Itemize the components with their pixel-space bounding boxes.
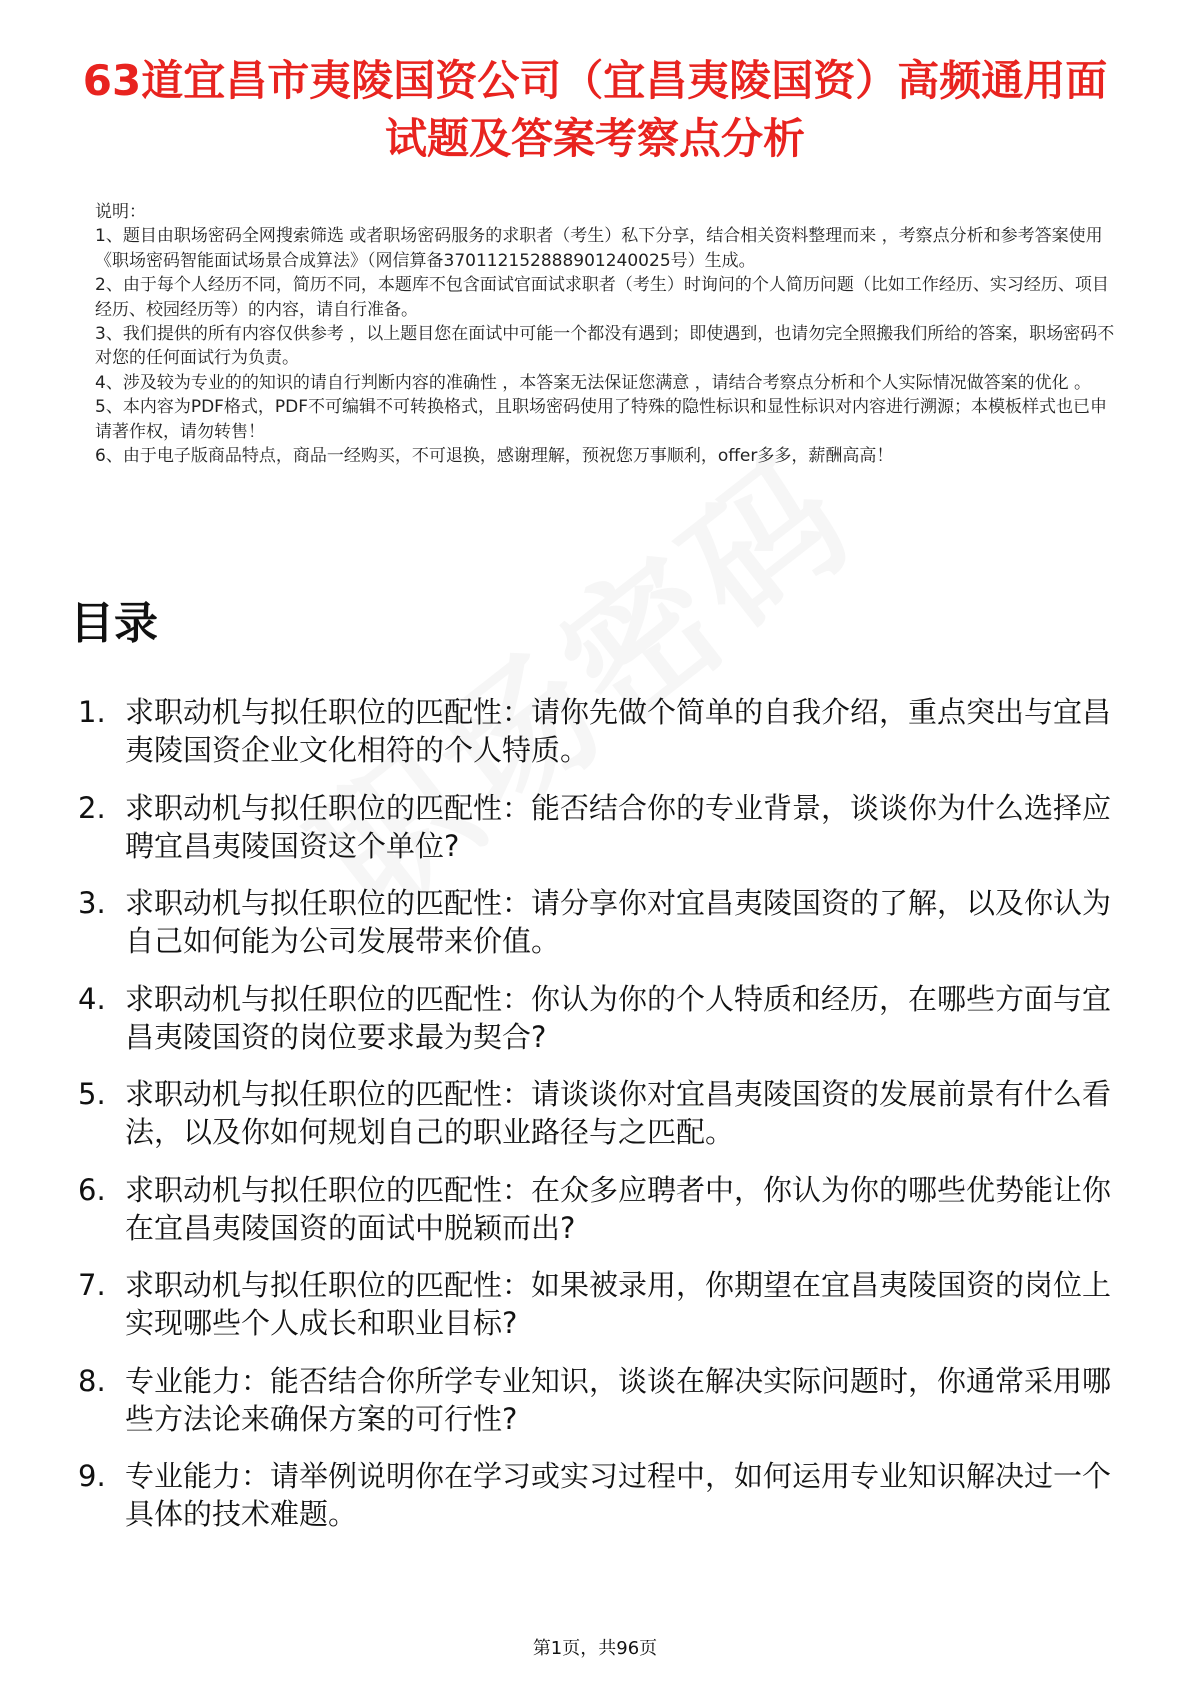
notes-section — [95, 200, 1115, 468]
toc-item[interactable] — [70, 1075, 1115, 1151]
toc-item-text: 求职动机与拟任职位的匹配性：你认为你的个人特质和经历，在哪些方面与宜昌夷陵国资的岗位要求最为契合? — [125, 981, 1112, 1054]
toc-item[interactable] — [70, 1362, 1115, 1438]
toc-item-number: 5. — [78, 1077, 106, 1111]
toc-item-number: 9. — [78, 1459, 106, 1493]
toc-item[interactable] — [70, 693, 1115, 769]
page-footer: 第1页，共96页 — [532, 1638, 658, 1659]
toc-item-text: 专业能力：请举例说明你在学习或实习过程中，如何运用专业知识解决过一个具体的技术难题。 — [125, 1459, 1112, 1531]
toc-item-text: 求职动机与拟任职位的匹配性：请分享你对宜昌夷陵国资的了解，以及你认为自己如何能为公司发展带来价值。 — [125, 886, 1112, 958]
toc-item[interactable] — [70, 1457, 1115, 1533]
note-item: 2、由于每个人经历不同，简历不同，本题库不包含面试官面试求职者（考生）时询问的个人简历问题（比如工作经历、实习经历、项目经历、校园经历等）的内容，请自行准备。 — [95, 275, 1109, 320]
toc-item[interactable] — [70, 980, 1115, 1056]
note-item: 3、我们提供的所有内容仅供参考 ，以上题目您在面试中可能一个都没有遇到；即使遇到，也请勿完全照搬我们所给的答案，职场密码不对您的任何面试行为负责。 — [95, 324, 1115, 369]
note-item: 6、由于电子版商品特点，商品一经购买，不可退换，感谢理解，预祝您万事顺利，offer多多，薪酬高高！ — [95, 446, 894, 467]
toc-item-number: 6. — [78, 1172, 106, 1207]
toc-item[interactable] — [70, 789, 1115, 865]
note-item: 1、题目由职场密码全网搜索筛选 或者职场密码服务的求职者（考生）私下分享，结合相关资料整理而来 ，考察点分析和参考答案使用《职场密码智能面试场景合成算法》（网信算备370112152888901240025号）生成。 — [95, 226, 1103, 271]
toc-item-number: 8. — [78, 1363, 106, 1398]
toc-item-text: 求职动机与拟任职位的匹配性：能否结合你的专业背景，谈谈你为什么选择应聘宜昌夷陵国资这个单位? — [125, 790, 1112, 863]
toc-item-text: 求职动机与拟任职位的匹配性：在众多应聘者中，你认为你的哪些优势能让你在宜昌夷陵国资的面试中脱颖而出? — [125, 1172, 1112, 1245]
toc-item[interactable] — [70, 884, 1115, 960]
toc-heading: 目录 — [70, 598, 158, 649]
toc-item-number: 7. — [78, 1268, 106, 1302]
document-title: 63道宜昌市夷陵国资公司（宜昌夷陵国资）高频通用面试题及答案考察点分析 — [82, 56, 1108, 163]
toc-item-number: 2. — [78, 790, 106, 825]
toc-item[interactable] — [70, 1266, 1115, 1342]
toc-item-number: 4. — [78, 981, 106, 1016]
toc-item-text: 求职动机与拟任职位的匹配性：如果被录用，你期望在宜昌夷陵国资的岗位上实现哪些个人成长和职业目标? — [125, 1268, 1112, 1340]
notes-heading: 说明： — [95, 202, 146, 222]
toc-item-number: 3. — [78, 886, 106, 920]
toc-item-text: 求职动机与拟任职位的匹配性：请谈谈你对宜昌夷陵国资的发展前景有什么看法，以及你如何规划自己的职业路径与之匹配。 — [125, 1077, 1112, 1149]
toc-item-text: 专业能力：能否结合你所学专业知识，谈谈在解决实际问题时，你通常采用哪些方法论来确保方案的可行性? — [125, 1363, 1112, 1436]
note-item: 5、本内容为PDF格式，PDF不可编辑不可转换格式，且职场密码使用了特殊的隐性标识和显性标识对内容进行溯源；本模板样式也已申请著作权，请勿转售！ — [95, 397, 1108, 442]
toc-item-text: 求职动机与拟任职位的匹配性：请你先做个简单的自我介绍，重点突出与宜昌夷陵国资企业文化相符的个人特质。 — [125, 695, 1112, 767]
table-of-contents — [70, 693, 1115, 1553]
toc-item-number: 1. — [78, 695, 106, 729]
toc-item[interactable] — [70, 1171, 1115, 1247]
note-item: 4、涉及较为专业的的知识的请自行判断内容的准确性 ，本答案无法保证您满意 ，请结合考察点分析和个人实际情况做答案的优化 。 — [95, 372, 1092, 393]
